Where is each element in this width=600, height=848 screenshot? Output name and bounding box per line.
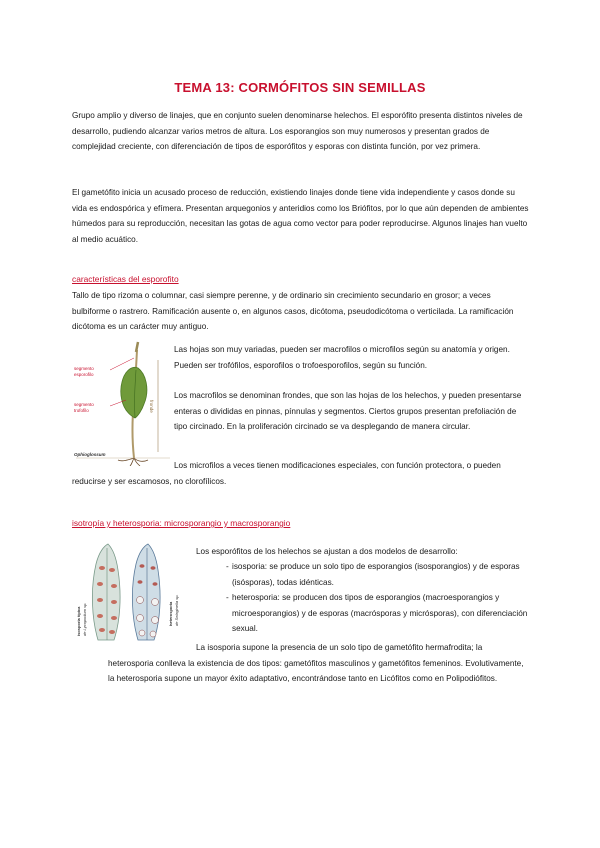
section1-paragraph-1: Tallo de tipo rizoma o columnar, casi siempre perenne, y de ordinario sin crecimiento secundario en grosor; a veces bulbiforme o rastrero. Ramificación ausente o, en algunos casos, dicótoma, pseudodicótoma o verticilada. La ramificación dicótoma es un carácter muy antiguo. xyxy=(72,291,514,331)
label-segmento-trofofilo-2: trofofilo xyxy=(74,408,89,413)
sporangia-illustration xyxy=(76,540,186,642)
label-heterosporia-1: heterosporia xyxy=(168,601,173,626)
label-fronde: fronde xyxy=(149,400,154,413)
label-isosporia-2: de Lycopodium sp. xyxy=(82,602,87,636)
label-segmento-trofofilo-1: segmento xyxy=(74,402,94,407)
label-segmento-esporofilo-1: segmento xyxy=(74,366,94,371)
section2-paragraph-2: La isosporia supone la presencia de un solo tipo de gametófito hermafrodita; la heterosporia conlleva la existencia de dos tipos: gametófitos masculinos y gametófitos femeninos. Evolutivamente, la heterosporia supone un mayor éxito adaptativo, encontrándose tanto en Licófitos como en Polipodiófitos. xyxy=(108,643,524,683)
intro-paragraph-2: El gametófito inicia un acusado proceso de reducción, existiendo linajes donde tiene vida independiente y casos donde su vida es endospórica y efímera. Presentan arquegonios y anteridios como los Briófitos, por lo que aún dependen de ambientes húmedos para su reproducción, necesitan las gotas de agua como vector para poder reproducirse. Algunos linajes han vuelto al medio acuático. xyxy=(72,188,529,244)
section-heading-isotropia: isotropía y heterosporia: microsporangio y macrosporangio xyxy=(72,518,291,528)
section1-paragraph-4: Los microfilos a veces tienen modificaciones especiales, con función protectora, o pueden reducirse y ser escamosos, no clorofílicos. xyxy=(72,461,501,486)
list-item-heterosporia: - heterosporia: se producen dos tipos de esporangios (macroesporangios y microesporangios) y de esporas (macrósporas y micrósporas), con diferenciación sexual. xyxy=(226,593,528,633)
section1-paragraph-3: Los macrofilos se denominan frondes, que son las hojas de los helechos, y pueden presentarse enteras o divididas en pinnas, pínnulas y segmentos. Ciertos grupos presentan prefoliación de tipo circinado. En la proliferación circinado se va desplegando de manera circular. xyxy=(174,391,522,431)
list-item-isosporia: - isosporia: se produce un solo tipo de esporangios (isosporangios) y de esporas (isósporas), todas idénticas. xyxy=(226,562,520,587)
label-ophioglossum: Ophioglossum xyxy=(74,452,106,457)
sporangia-figure xyxy=(76,540,186,642)
section-heading-esporofito: características del esporofito xyxy=(72,274,179,284)
intro-paragraph-1: Grupo amplio y diverso de linajes, que en conjunto suelen denominarse helechos. El esporófito presenta distintos niveles de desarrollo, pudiendo alcanzar varios metros de altura. Los esporangios son muy numerosos y presentan grados de complejidad creciente, con diferenciación de tipos de esporófitos y esporas con distinta función, por vez primera. xyxy=(72,111,523,151)
page-title: TEMA 13: CORMÓFITOS SIN SEMILLAS xyxy=(174,80,426,95)
label-isosporia-1: isosporia típica xyxy=(76,606,81,636)
label-heterosporia-2: de Selaginella sp. xyxy=(174,594,179,626)
section1-paragraph-2: Las hojas son muy variadas, pueden ser macrofilos o microfilos según su anatomía y origen. Pueden ser trofófilos, esporofilos o trofoesporofilos, según su función. xyxy=(174,345,510,370)
ophioglossum-figure xyxy=(72,340,172,466)
section2-paragraph-1: Los esporófitos de los helechos se ajustan a dos modelos de desarrollo: xyxy=(196,547,458,556)
development-models-list xyxy=(196,559,530,637)
label-segmento-esporofilo-2: esporofilo xyxy=(74,372,94,377)
